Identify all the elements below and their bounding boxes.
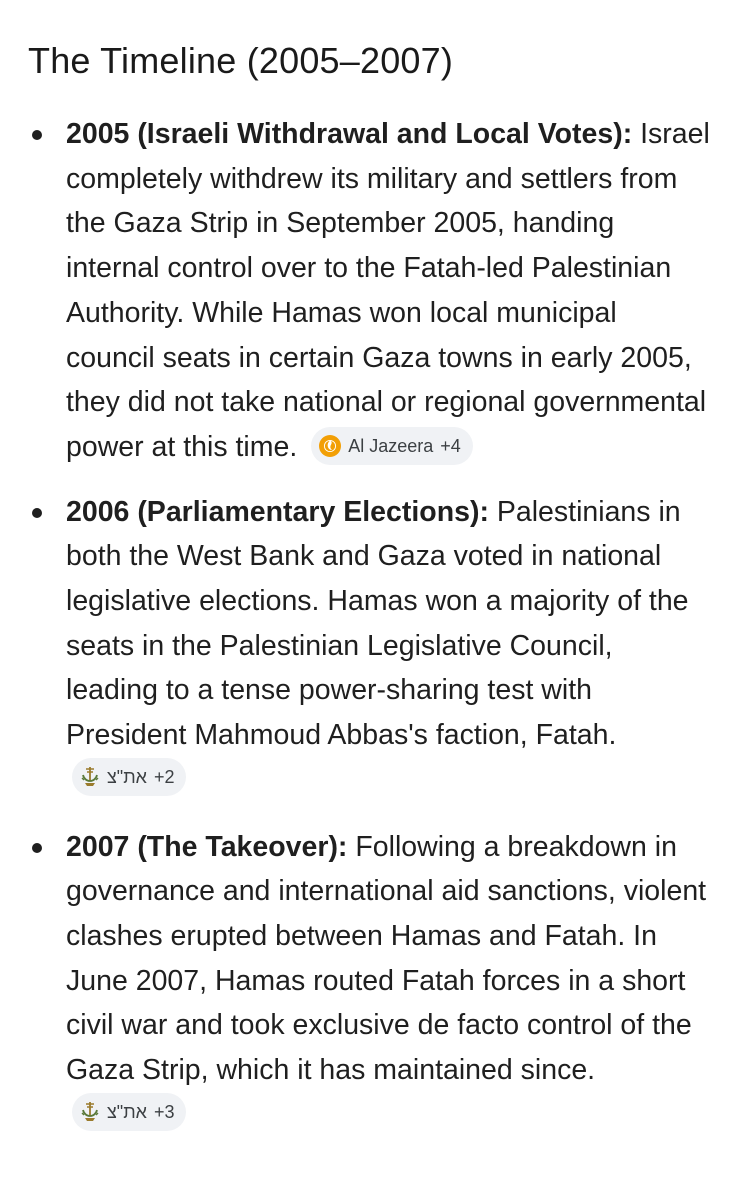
entry-lead: 2006 (Parliamentary Elections):: [66, 495, 489, 528]
timeline-entry-2005: [28, 112, 711, 470]
entry-lead: 2005 (Israeli Withdrawal and Local Votes):: [66, 118, 633, 150]
idf-emblem-icon: [80, 1101, 100, 1123]
source-chip[interactable]: [72, 1093, 186, 1131]
entry-text: Palestinians in both the West Bank and Gaza voted in national legislative elections. Hamas won a majority of the seats in the Palestinian Legislative Council, leading to a tense power-sharing test with President Mahmoud Abbas's faction, Fatah.: [66, 495, 689, 752]
al-jazeera-logo-icon: [319, 435, 341, 457]
source-chip[interactable]: [311, 427, 473, 465]
source-count: +2: [153, 766, 175, 787]
entry-text: Israel completely withdrew its military and settlers from the Gaza Strip in September 2005, handing internal control over to the Fatah-led Palestinian Authority. While Hamas won local municipal council seats in certain Gaza towns in early 2005, they did not take national or regional governmental power at this time.: [66, 118, 710, 463]
bullet-point: [32, 130, 42, 140]
section-heading: The Timeline (2005–2007): [28, 40, 454, 81]
source-label: את"צ: [107, 1101, 147, 1122]
entry-text: Following a breakdown in governance and international aid sanctions, violent clashes erupted between Hamas and Fatah. In June 2007, Hamas routed Fatah forces in a short civil war and took exclusive de facto control of the Gaza Strip, which it has maintained since.: [66, 830, 707, 1087]
entry-lead: 2007 (The Takeover):: [66, 830, 348, 863]
source-chip[interactable]: [72, 758, 186, 796]
source-label: את"צ: [107, 766, 147, 787]
bullet-point: [32, 508, 42, 518]
source-label: Al Jazeera: [348, 435, 434, 456]
source-count: +4: [440, 435, 461, 456]
timeline-entry-2006: [28, 490, 711, 805]
timeline-list: [28, 112, 711, 1139]
source-count: +3: [153, 1101, 175, 1122]
timeline-entry-2007: [28, 825, 711, 1140]
bullet-point: [32, 843, 42, 853]
idf-emblem-icon: [80, 766, 100, 788]
